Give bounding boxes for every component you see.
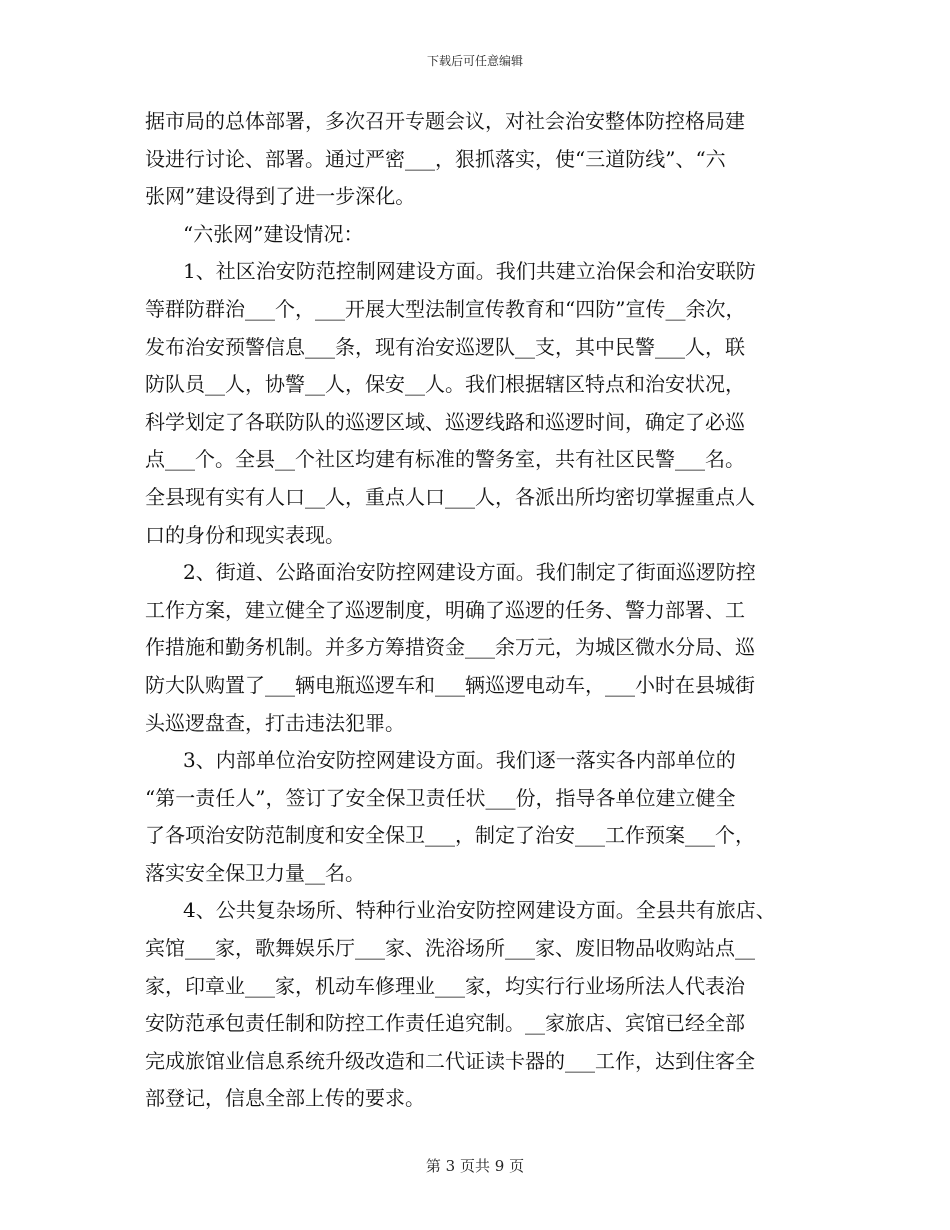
document-body bbox=[145, 103, 810, 1118]
text-line: 宾馆___家，歌舞娱乐厅___家、洗浴场所___家、废旧物品收购站点__ bbox=[145, 936, 755, 961]
text-line: 了各项治安防范制度和安全保卫___，制定了治安___工作预案___个， bbox=[145, 823, 755, 848]
text-line: 完成旅馆业信息系统升级改造和二代证读卡器的___工作，达到住客全 bbox=[145, 1048, 755, 1073]
text-line: 2、街道、公路面治安防控网建设方面。我们制定了街面巡逻防控 bbox=[183, 560, 756, 585]
text-line: 3、内部单位治安防控网建设方面。我们逐一落实各内部单位的 bbox=[183, 748, 736, 773]
text-line: 防队员__人，协警__人，保安__人。我们根据辖区特点和治安状况， bbox=[145, 372, 745, 397]
text-line: 头巡逻盘查，打击违法犯罪。 bbox=[145, 710, 405, 735]
text-line: 口的身份和现实表现。 bbox=[145, 522, 345, 547]
text-line: 点___个。全县__个社区均建有标准的警务室，共有社区民警___名。 bbox=[145, 447, 745, 472]
text-line: 据市局的总体部署，多次召开专题会议，对社会治安整体防控格局建 bbox=[145, 109, 745, 133]
text-line: 落实安全保卫力量__名。 bbox=[145, 860, 365, 885]
section-heading: “六张网”建设情况： bbox=[183, 221, 364, 246]
text-line: 1、社区治安防范控制网建设方面。我们共建立治保会和治安联防 bbox=[183, 259, 756, 284]
page-header: 下载后可任意编辑 bbox=[426, 54, 523, 68]
text-line: 家，印章业___家，机动车修理业___家，均实行行业场所法人代表治 bbox=[145, 973, 745, 998]
text-line: 张网”建设得到了进一步深化。 bbox=[145, 184, 416, 209]
text-line: 防大队购置了___辆电瓶巡逻车和___辆巡逻电动车，___小时在县城街 bbox=[145, 672, 755, 697]
text-line: “第一责任人”，签订了安全保卫责任状___份，指导各单位建立健全 bbox=[145, 785, 736, 810]
page-number-footer: 第 3 页共 9 页 bbox=[425, 1157, 525, 1175]
text-line: 安防范承包责任制和防控工作责任追究制。__家旅店、宾馆已经全部 bbox=[145, 1011, 745, 1036]
text-line: 工作方案，建立健全了巡逻制度，明确了巡逻的任务、警力部署、工 bbox=[145, 597, 745, 622]
text-line: 科学划定了各联防队的巡逻区域、巡逻线路和巡逻时间，确定了必巡 bbox=[145, 409, 745, 434]
text-line: 部登记，信息全部上传的要求。 bbox=[145, 1086, 425, 1111]
text-line: 设进行讨论、部署。通过严密___，狠抓落实，使“三道防线”、“六 bbox=[145, 146, 726, 171]
text-line: 全县现有实有人口__人，重点人口___人，各派出所均密切掌握重点人 bbox=[145, 484, 755, 509]
text-line: 等群防群治___个，___开展大型法制宣传教育和“四防”宣传__余次， bbox=[145, 296, 746, 321]
text-line: 4、公共复杂场所、特种行业治安防控网建设方面。全县共有旅店、 bbox=[183, 898, 776, 923]
text-line: 作措施和勤务机制。并多方筹措资金___余万元，为城区微水分局、巡 bbox=[145, 635, 755, 660]
text-line: 发布治安预警信息___条，现有治安巡逻队__支，其中民警___人，联 bbox=[145, 334, 745, 359]
